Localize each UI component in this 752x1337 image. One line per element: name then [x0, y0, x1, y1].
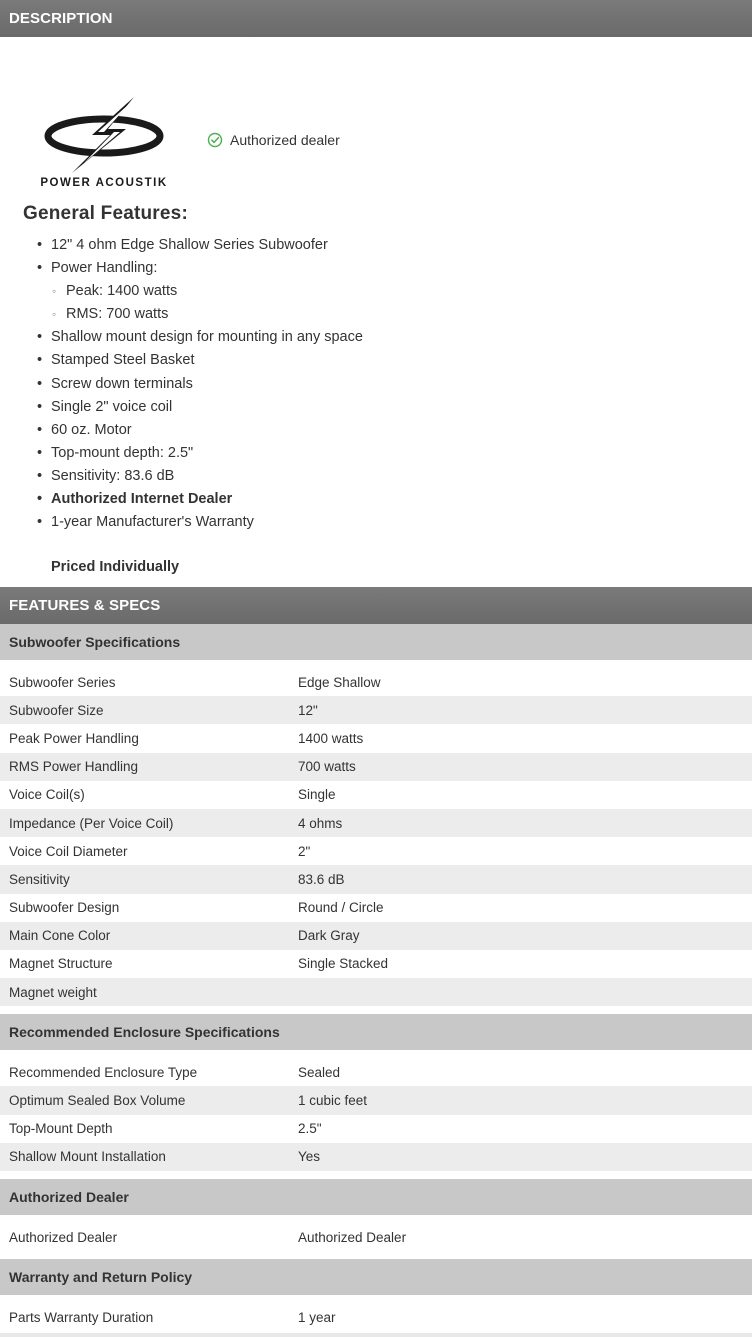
spec-row [0, 894, 752, 922]
spec-value: 2.5" [298, 1121, 322, 1137]
spec-label: Top-Mount Depth [9, 1121, 113, 1137]
spec-row [0, 1086, 752, 1114]
feature-item: ◦ Peak: 1400 watts [36, 280, 363, 303]
spec-row [0, 1303, 752, 1331]
feature-item: • Sensitivity: 83.6 dB [36, 465, 363, 488]
spec-label: Subwoofer Design [9, 900, 120, 916]
features-specs-header-label: FEATURES & SPECS [9, 597, 161, 614]
feature-item: • 1-year Manufacturer's Warranty [36, 511, 363, 534]
authorized-dealer-label: Authorized dealer [230, 132, 340, 148]
spec-row [0, 1115, 752, 1143]
spec-groups [0, 624, 752, 1331]
feature-item: • Authorized Internet Dealer [36, 488, 363, 511]
power-acoustik-logo [14, 95, 194, 190]
spec-label: Impedance (Per Voice Coil) [9, 815, 174, 831]
spec-value: 1 cubic feet [298, 1093, 368, 1109]
spec-group-title: Subwoofer Specifications [0, 624, 752, 660]
spec-row [0, 781, 752, 809]
spec-label: Parts Warranty Duration [9, 1309, 154, 1325]
check-circle-icon [207, 132, 223, 148]
spec-label: RMS Power Handling [9, 759, 139, 775]
spec-row [0, 978, 752, 1006]
spec-row [0, 696, 752, 724]
feature-item: • 60 oz. Motor [36, 419, 363, 442]
spec-label: Sensitivity [9, 871, 70, 887]
feature-item: • Top-mount depth: 2.5" [36, 442, 363, 465]
spec-value: Single [298, 787, 336, 803]
spec-row [0, 922, 752, 950]
spec-row [0, 950, 752, 978]
spec-row [0, 724, 752, 752]
spec-label: Authorized Dealer [9, 1229, 118, 1245]
spec-table [0, 1050, 752, 1171]
spec-label: Subwoofer Size [9, 702, 104, 718]
spec-row [0, 1143, 752, 1171]
spec-row [0, 837, 752, 865]
group-spacer [0, 1171, 752, 1179]
feature-item: • 12" 4 ohm Edge Shallow Series Subwoofer [36, 234, 363, 257]
feature-item: • Stamped Steel Basket [36, 349, 363, 372]
spec-row [0, 753, 752, 781]
spec-value: Sealed [298, 1064, 341, 1080]
spec-row [0, 809, 752, 837]
spec-value: 1400 watts [298, 730, 364, 746]
spec-value: Single Stacked [298, 956, 389, 972]
description-body [0, 37, 752, 587]
spec-row [0, 1223, 752, 1251]
spec-table [0, 1295, 752, 1331]
spec-label: Peak Power Handling [9, 730, 139, 746]
priced-individually: Priced Individually [51, 559, 180, 575]
general-features-title: General Features: [23, 203, 188, 224]
spec-label: Optimum Sealed Box Volume [9, 1093, 186, 1109]
spec-value: Yes [298, 1149, 321, 1165]
spec-row [0, 865, 752, 893]
group-spacer [0, 1006, 752, 1014]
feature-item: • Single 2" voice coil [36, 396, 363, 419]
spec-group-title: Recommended Enclosure Specifications [0, 1014, 752, 1050]
spec-value: 2" [298, 843, 311, 859]
spec-group-title: Warranty and Return Policy [0, 1259, 752, 1295]
spec-value: 1 year [298, 1309, 336, 1325]
spec-table [0, 660, 752, 1006]
feature-item: • Power Handling: [36, 257, 363, 280]
spec-value: 12" [298, 702, 318, 718]
spec-row [0, 668, 752, 696]
spec-value: Edge Shallow [298, 674, 381, 690]
description-header-label: DESCRIPTION [9, 10, 113, 27]
group-spacer [0, 1251, 752, 1259]
spec-label: Subwoofer Series [9, 674, 116, 690]
feature-item: ◦ RMS: 700 watts [36, 303, 363, 326]
spec-value: 4 ohms [298, 815, 343, 831]
spec-table [0, 1215, 752, 1251]
spec-label: Voice Coil Diameter [9, 843, 128, 859]
spec-row [0, 1058, 752, 1086]
features-specs-header [0, 587, 752, 624]
spec-group-title: Authorized Dealer [0, 1179, 752, 1215]
spec-label: Recommended Enclosure Type [9, 1064, 198, 1080]
spec-value: Round / Circle [298, 900, 384, 916]
spec-value: 700 watts [298, 759, 356, 775]
feature-item: • Screw down terminals [36, 373, 363, 396]
spec-label: Voice Coil(s) [9, 787, 85, 803]
spec-label: Shallow Mount Installation [9, 1149, 166, 1165]
description-header [0, 0, 752, 37]
spec-label: Magnet Structure [9, 956, 113, 972]
spec-value: 83.6 dB [298, 871, 345, 887]
spec-label: Magnet weight [9, 984, 97, 1000]
svg-text:POWER ACOUSTIK: POWER ACOUSTIK [40, 177, 168, 189]
feature-list [36, 234, 363, 534]
spec-value: Authorized Dealer [298, 1229, 407, 1245]
spec-value: Dark Gray [298, 928, 360, 944]
authorized-dealer-badge [207, 132, 340, 148]
bottom-divider [0, 1333, 752, 1337]
feature-item: • Shallow mount design for mounting in any space [36, 326, 363, 349]
spec-label: Main Cone Color [9, 928, 111, 944]
